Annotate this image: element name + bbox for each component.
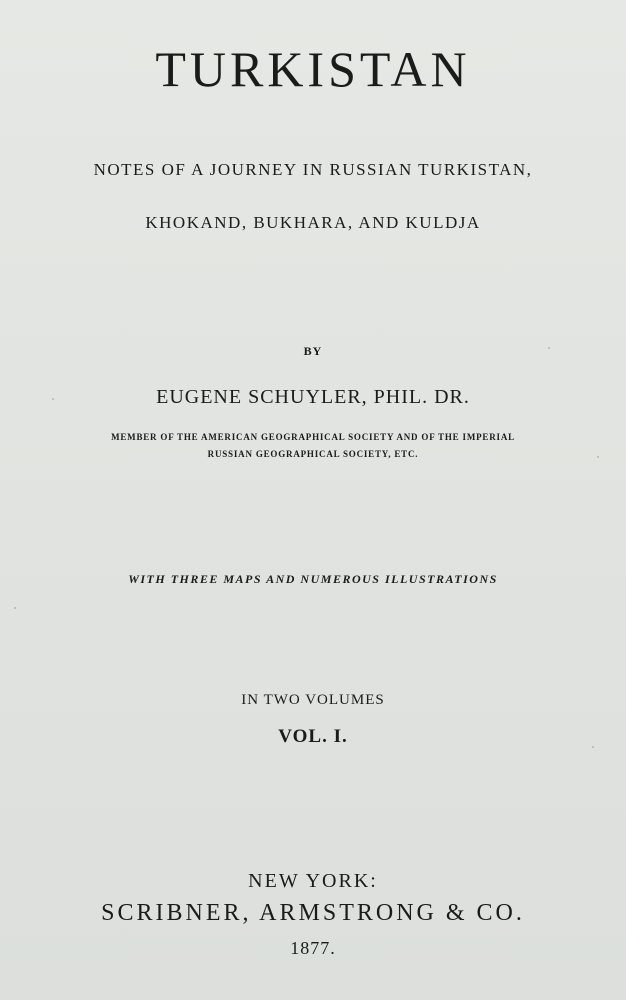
- book-title: TURKISTAN: [155, 41, 471, 97]
- author-credentials-line-2: RUSSIAN GEOGRAPHICAL SOCIETY, ETC.: [207, 449, 419, 459]
- illustrations-note: WITH THREE MAPS AND NUMEROUS ILLUSTRATIONS: [128, 572, 498, 586]
- publication-year: 1877.: [290, 938, 336, 958]
- paper-speck: [548, 347, 550, 349]
- by-line: BY: [303, 344, 323, 358]
- publication-place: NEW YORK:: [248, 870, 378, 892]
- volume-number: VOL. I.: [278, 726, 348, 747]
- publisher-name: SCRIBNER, ARMSTRONG & CO.: [101, 900, 525, 926]
- subtitle-line-2: KHOKAND, BUKHARA, AND KULDJA: [145, 213, 481, 232]
- paper-speck: [52, 398, 54, 400]
- paper-speck: [14, 607, 16, 609]
- paper-speck: [597, 456, 599, 458]
- author-name: EUGENE SCHUYLER, PHIL. DR.: [156, 386, 470, 408]
- subtitle-line-1: NOTES OF A JOURNEY IN RUSSIAN TURKISTAN,: [93, 160, 533, 179]
- volumes-note: IN TWO VOLUMES: [241, 692, 385, 708]
- paper-speck: [592, 746, 594, 748]
- author-credentials-line-1: MEMBER OF THE AMERICAN GEOGRAPHICAL SOCIETY AND OF THE IMPERIAL: [111, 432, 515, 442]
